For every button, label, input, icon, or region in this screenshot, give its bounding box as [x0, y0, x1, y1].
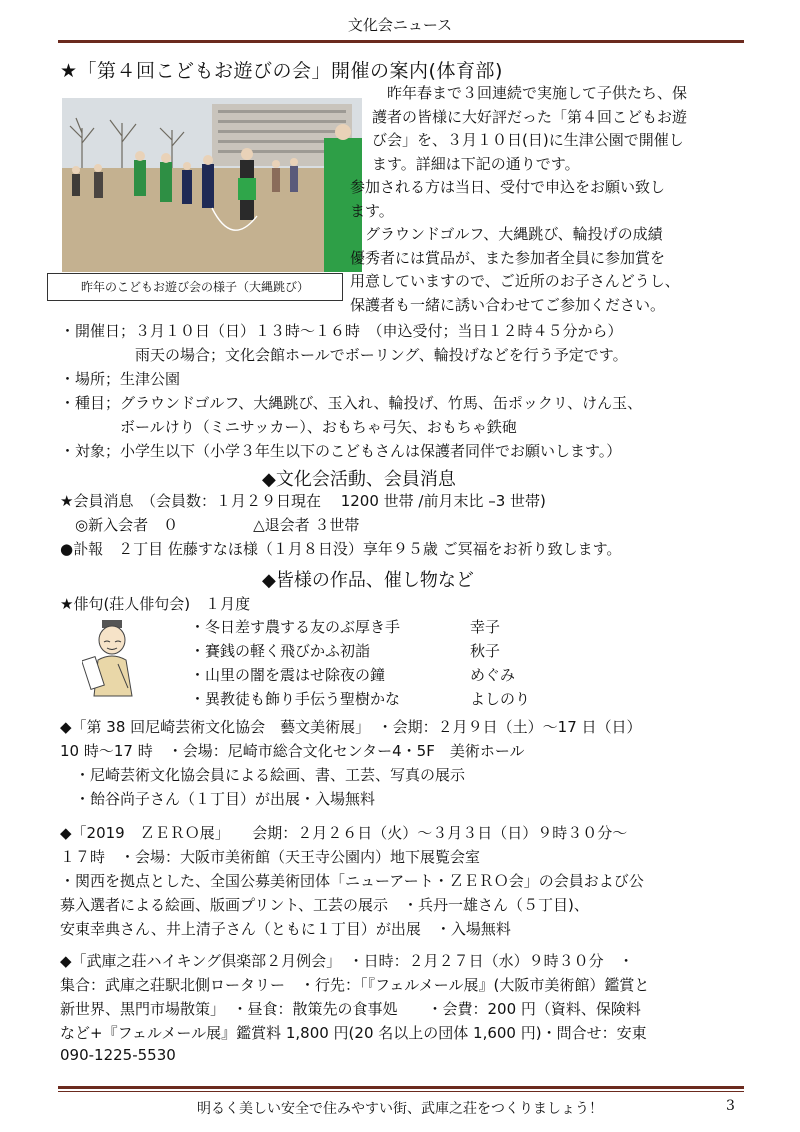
- event-line: ◆「第 38 回尼崎芸術文化協会 藝文美術展」 ・会期：２月９日（土）～17 日（日）: [60, 718, 642, 736]
- haiku-author: めぐみ: [470, 666, 516, 684]
- header-rule: [58, 40, 744, 43]
- members-line: ★会員消息 （会員数：１月２９日現在 1200 世帯 /前月末比 –3 世帯): [60, 492, 546, 510]
- event-line: 安東幸典さん、井上清子さん（ともに１丁目）が出展 ・入場無料: [60, 920, 511, 938]
- newsletter-title: 文化会ニュース: [347, 16, 453, 34]
- event-line: ・飴谷尚子さん（１丁目）が出展・入場無料: [60, 790, 376, 808]
- event-line: 新世界、黒門市場散策」 ・昼食：散策先の食事処 ・会費：200 円（資料、保険料: [60, 1000, 641, 1018]
- footer-rule-bottom: [58, 1091, 744, 1092]
- haiku-author: よしのり: [470, 690, 531, 708]
- works-section-title: ◆皆様の作品、催し物など: [262, 570, 474, 591]
- haiku-text: ・賽銭の軽く飛びかふ初詣: [190, 642, 371, 660]
- intro-line: ます。: [350, 201, 394, 220]
- intro-line: 護者の皆様に大好評だった「第４回こどもお遊: [372, 107, 688, 126]
- intro-line: 保護者も一緒に誘い合わせてご参加ください。: [350, 295, 666, 314]
- haiku-text: ・異教徒も飾り手伝う聖樹かな: [190, 690, 401, 708]
- event-line: 集合：武庫之荘駅北側ロータリー ・行先：｢『フェルメール展』(大阪市美術館）鑑賞と: [60, 976, 650, 994]
- detail-line: ・開催日；３月１０日（日）１３時～１６時 （申込受付；当日１２時４５分から）: [60, 322, 623, 340]
- intro-line: 昨年春まで３回連続で実施して子供たち、保: [372, 84, 688, 102]
- footer-rule-top: [58, 1086, 744, 1089]
- intro-line: 参加される方は当日、受付で申込をお願い致し: [350, 178, 666, 196]
- event-line: ◆「2019 ＺＥＲＯ展」 会期：２月２６日（火）～３月３日（日）９時３０分～: [60, 824, 628, 842]
- page-number: 3: [726, 1098, 735, 1114]
- haiku-heading: ★俳句(荘人俳句会) １月度: [60, 595, 251, 613]
- event-line: ◆「武庫之荘ハイキング倶楽部２月例会」 ・日時：２月２７日（水）９時３０分 ・: [60, 952, 634, 970]
- intro-line: 用意していますので、ご近所のお子さんどうし、: [350, 272, 680, 290]
- article-intro: [350, 82, 752, 317]
- detail-line: 雨天の場合；文化会館ホールでボーリング、輪投げなどを行う予定です。: [60, 346, 628, 364]
- haiku-author: 幸子: [470, 618, 501, 636]
- event-line: １７時 ・会場：大阪市美術館（天王寺公園内）地下展覧会室: [60, 848, 481, 866]
- members-line: ●訃報 ２丁目 佐藤すなほ様（１月８日没）享年９５歳 ご冥福をお祈り致します。: [60, 540, 622, 558]
- detail-line: ・対象；小学生以下（小学３年生以下のこどもさんは保護者同伴でお願いします。）: [60, 442, 622, 460]
- intro-line: グラウンドゴルフ、大縄跳び、輪投げの成績: [350, 225, 663, 243]
- event-line: ・関西を拠点とした、全国公募美術団体「ニューアート・ＺＥＲＯ会」の会員および公: [60, 872, 644, 890]
- footer-slogan: 明るく美しい安全で住みやすい街、武庫之荘をつくりましょう！: [197, 1101, 603, 1117]
- event-photo: [62, 98, 362, 272]
- event-line: 090-1225-5530: [60, 1046, 176, 1064]
- detail-line: ・種目；グラウンドゴルフ、大縄跳び、玉入れ、輪投げ、竹馬、缶ポックリ、けん玉、: [60, 394, 643, 412]
- intro-line: び会」を、３月１０日(日)に生津公園で開催し: [372, 131, 684, 149]
- members-section-title: ◆文化会活動、会員消息: [262, 469, 456, 490]
- detail-line: ・場所；生津公園: [60, 370, 181, 388]
- event-line: 募入選者による絵画、版画プリント、工芸の展示 ・兵丹一雄さん（５丁目)、: [60, 896, 589, 914]
- event-line: ・尼崎芸術文化協会員による絵画、書、工芸、写真の展示: [60, 766, 466, 784]
- intro-line: 優秀者には賞品が、また参加者全員に参加賞を: [350, 248, 666, 267]
- haiku-author: 秋子: [470, 642, 501, 660]
- article-headline: ★「第４回こどもお遊びの会」開催の案内(体育部): [60, 60, 503, 82]
- photo-caption: 昨年のこどもお遊び会の様子（大縄跳び）: [47, 273, 343, 301]
- haiku-text: ・冬日差す農する友のぶ厚き手: [190, 618, 401, 636]
- haiku-text: ・山里の闇を震はせ除夜の鐘: [190, 666, 386, 684]
- event-line: 10 時～17 時 ・会場：尼崎市総合文化センター4・5F 美術ホール: [60, 742, 525, 760]
- park-scene-image: [62, 98, 362, 272]
- detail-line: ボールけり（ミニサッカー）、おもちゃ弓矢、おもちゃ鉄砲: [60, 418, 517, 436]
- event-line: など+『フェルメール展』鑑賞料 1,800 円(20 名以上の団体 1,600 円)・問合せ：安東: [60, 1024, 647, 1042]
- poet-icon: [82, 618, 146, 698]
- members-line: ◎新入会者 ０ △退会者 ３世帯: [60, 516, 360, 534]
- poet-illustration: [82, 618, 146, 698]
- intro-line: ます。詳細は下記の通りです。: [372, 154, 580, 173]
